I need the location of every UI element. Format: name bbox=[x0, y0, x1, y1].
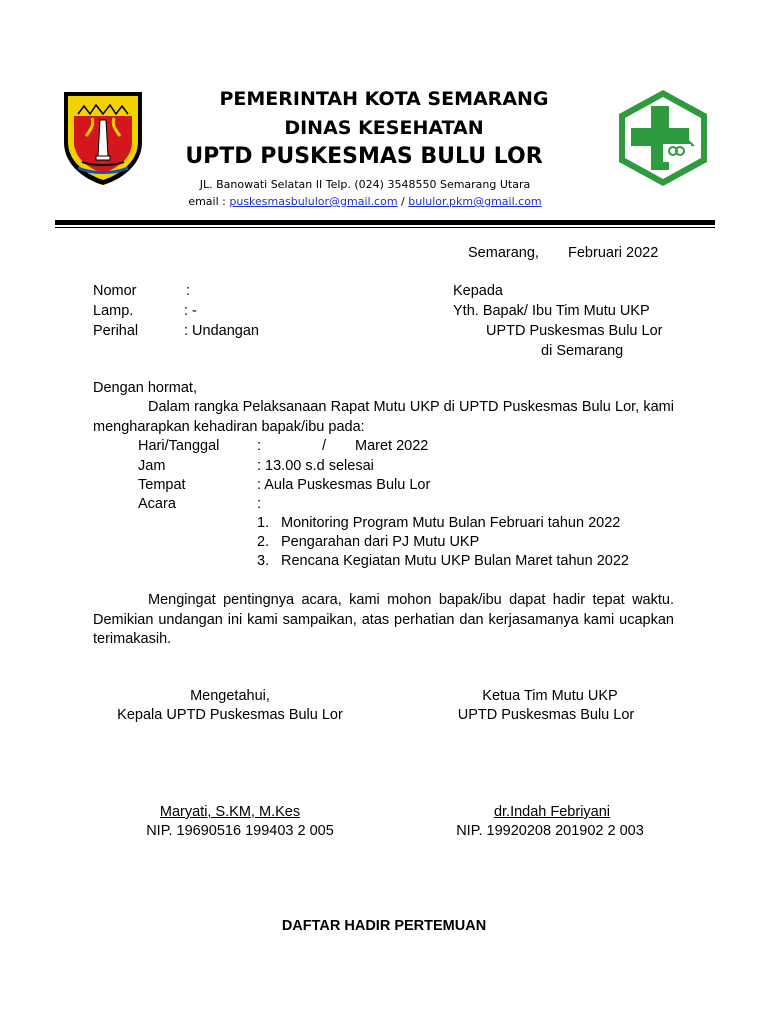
left-sign-line-1: Mengetahui, bbox=[190, 688, 270, 704]
left-sign-name: Maryati, S.KM, M.Kes bbox=[159, 804, 301, 820]
acara-value: : bbox=[257, 496, 262, 512]
lamp-label: Lamp. bbox=[93, 303, 134, 319]
header-address: JL. Banowati Selatan II Telp. (024) 3548550 Semarang Utara bbox=[199, 178, 531, 191]
intro-paragraph: Dalam rangka Pelaksanaan Rapat Mutu UKP di UPTD Puskesmas Bulu Lor, kami mengharapkan kehadiran bapak/ibu pada: bbox=[93, 399, 674, 435]
recipient-line-3: UPTD Puskesmas Bulu Lor bbox=[486, 323, 663, 339]
closing-paragraph: Mengingat pentingnya acara, kami mohon bapak/ibu dapat hadir tepat waktu. Demikian undangan ini kami sampaikan, atas perhatian dan kerjasamanya kami ucapkan terimakasih. bbox=[93, 592, 674, 647]
right-sign-line-1: Ketua Tim Mutu UKP bbox=[482, 688, 618, 704]
salutation: Dengan hormat, bbox=[93, 380, 197, 396]
hari-colon: : bbox=[257, 438, 262, 454]
hari-label: Hari/Tanggal bbox=[138, 438, 220, 454]
hari-slash: / bbox=[322, 438, 327, 454]
email-link-2[interactable]: bululor.pkm@gmail.com bbox=[408, 195, 542, 208]
header-line-1: PEMERINTAH KOTA SEMARANG bbox=[219, 88, 549, 110]
agenda-item-text: Monitoring Program Mutu Bulan Februari tahun 2022 bbox=[281, 515, 621, 531]
acara-label: Acara bbox=[138, 496, 176, 512]
header-line-2: DINAS KESEHATAN bbox=[284, 117, 484, 139]
agenda-item-text: Pengarahan dari PJ Mutu UKP bbox=[281, 534, 480, 550]
left-sign-line-2: Kepala UPTD Puskesmas Bulu Lor bbox=[117, 707, 343, 723]
attendance-list-title: DAFTAR HADIR PERTEMUAN bbox=[281, 918, 487, 934]
tempat-label: Tempat bbox=[138, 477, 186, 493]
email-separator: / bbox=[397, 195, 409, 208]
header-divider-thin bbox=[55, 227, 715, 228]
recipient-line-4: di Semarang bbox=[541, 343, 624, 359]
agenda-item-number: 3. bbox=[257, 553, 270, 569]
nomor-label: Nomor bbox=[93, 283, 137, 299]
jam-value: : 13.00 s.d selesai bbox=[257, 458, 374, 474]
email-prefix: email : bbox=[188, 195, 230, 208]
hari-value: Maret 2022 bbox=[355, 438, 429, 454]
right-sign-nip: NIP. 19920208 201902 2 003 bbox=[456, 823, 644, 839]
header-email bbox=[0, 195, 730, 208]
header-divider-thick bbox=[55, 220, 715, 225]
right-sign-line-2: UPTD Puskesmas Bulu Lor bbox=[457, 707, 635, 723]
perihal-label: Perihal bbox=[93, 323, 139, 339]
left-sign-nip: NIP. 19690516 199403 2 005 bbox=[146, 823, 334, 839]
email-link-1[interactable]: puskesmasbululor@gmail.com bbox=[229, 195, 398, 208]
jam-label: Jam bbox=[138, 458, 166, 474]
agenda-item-number: 2. bbox=[257, 534, 270, 550]
lamp-value: : - bbox=[184, 303, 197, 319]
recipient-line-1: Kepada bbox=[453, 283, 503, 299]
nomor-value: : bbox=[186, 283, 191, 299]
puskesmas-logo bbox=[615, 88, 711, 188]
date-value: Februari 2022 bbox=[568, 245, 659, 261]
right-sign-name: dr.Indah Febriyani bbox=[493, 804, 611, 820]
tempat-value: : Aula Puskesmas Bulu Lor bbox=[257, 477, 431, 493]
agenda-item-number: 1. bbox=[257, 515, 270, 531]
date-city: Semarang, bbox=[468, 245, 539, 261]
agenda-item-text: Rencana Kegiatan Mutu UKP Bulan Maret tahun 2022 bbox=[281, 553, 629, 569]
perihal-value: : Undangan bbox=[184, 323, 259, 339]
recipient-line-2: Yth. Bapak/ Ibu Tim Mutu UKP bbox=[453, 303, 650, 319]
header-line-3: UPTD PUSKESMAS BULU LOR bbox=[185, 144, 543, 169]
